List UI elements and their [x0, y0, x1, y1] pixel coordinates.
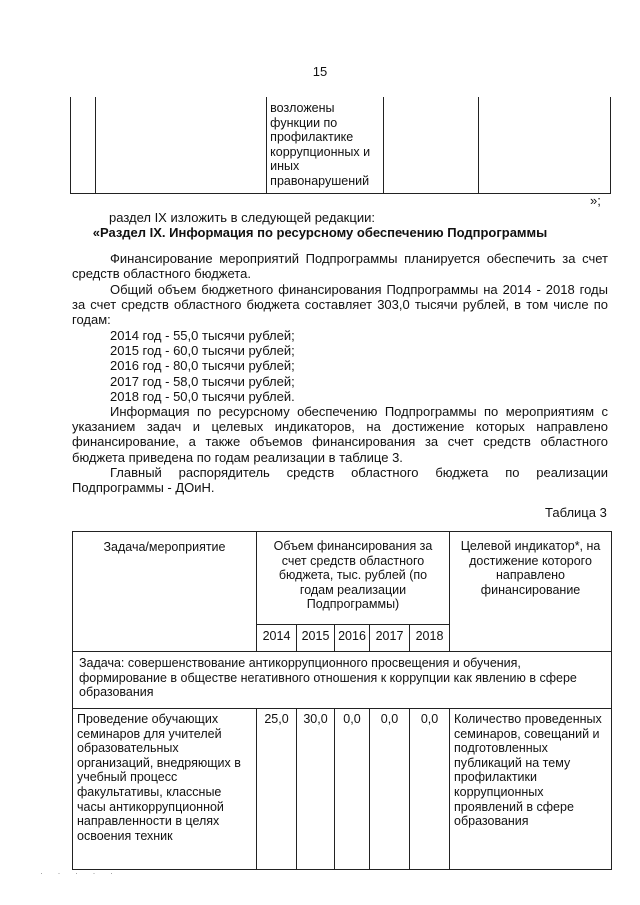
header-task: Задача/мероприятие	[73, 532, 257, 652]
year-amount: 2018 год - 50,0 тысячи рублей.	[110, 388, 295, 404]
text-line: Общий объем бюджетного финансирования Подпрограммы на 2014 - 2018 годы	[110, 282, 608, 297]
text-line: Финансирование мероприятий Подпрограммы планируется обеспечить за счет	[110, 251, 608, 266]
year-header: 2018	[410, 625, 450, 652]
year-header: 2015	[297, 625, 335, 652]
activity-value: 0,0	[370, 709, 410, 870]
closing-mark: »;	[590, 193, 601, 208]
year-header: 2016	[335, 625, 370, 652]
year-header: 2017	[370, 625, 410, 652]
header-volume: Объем финансирования за счет средств областного бюджета, тыс. рублей (по годам реализации Подпрограммы)	[257, 532, 450, 625]
text-line: указанием задач и целевых индикаторов, на достижение которых направлено	[72, 419, 608, 435]
continued-table	[70, 97, 611, 194]
text-line: Подпрограммы - ДОиН.	[72, 480, 215, 496]
scan-noise: · · · · ·	[40, 868, 119, 878]
task-row: Задача: совершенствование антикоррупционного просвещения и обучения, формирование в обществе негативного отношения к коррупции как явлению в сфере образования	[73, 652, 612, 709]
top-table-cell	[71, 97, 96, 194]
top-table-cell	[479, 97, 611, 194]
text-line: средств областного бюджета.	[72, 266, 251, 282]
table-3	[72, 531, 612, 870]
activity-value: 30,0	[297, 709, 335, 870]
paragraph-2	[72, 282, 608, 328]
paragraph-3	[72, 404, 608, 465]
top-table-cell	[95, 97, 266, 194]
table-caption: Таблица 3	[545, 505, 607, 520]
top-table-cell-text: возложены функции по профилактике коррупционных и иных правонарушений	[267, 97, 384, 194]
text-line: годам:	[72, 312, 111, 328]
text-line: Главный распорядитель средств областного бюджета по реализации	[110, 465, 608, 480]
header-indicator: Целевой индикатор*, на достижение которого направлено финансирование	[450, 532, 612, 652]
text-line: финансирование, а также объемов финансирования за счет средств областного	[72, 434, 608, 450]
page-number: 15	[312, 64, 328, 79]
top-table-cell	[384, 97, 479, 194]
year-amount: 2017 год - 58,0 тысячи рублей;	[110, 373, 295, 389]
section-title: «Раздел IX. Информация по ресурсному обеспечению Подпрограммы	[92, 225, 548, 240]
year-amount: 2015 год - 60,0 тысячи рублей;	[110, 343, 295, 359]
year-amount: 2016 год - 80,0 тысячи рублей;	[110, 358, 295, 374]
text-line: Информация по ресурсному обеспечению Подпрограммы по мероприятиям с	[110, 404, 608, 419]
activity-name: Проведение обучающих семинаров для учителей образовательных организаций, внедряющих в учебный процесс факультативы, классные часы антикоррупционной направленности в целях освоения техник	[73, 709, 257, 870]
paragraph-1	[72, 251, 608, 281]
year-header: 2014	[257, 625, 297, 652]
activity-value: 0,0	[335, 709, 370, 870]
text-line: бюджета приведена по годам реализации в таблице 3.	[72, 449, 403, 465]
activity-value: 25,0	[257, 709, 297, 870]
activity-indicator: Количество проведенных семинаров, совещаний и подготовленных публикаций на тему профилактики коррупционных проявлений в сфере образования	[450, 709, 612, 870]
paragraph-4	[72, 465, 608, 495]
year-amount: 2014 год - 55,0 тысячи рублей;	[110, 328, 295, 343]
activity-value: 0,0	[410, 709, 450, 870]
intro-line: раздел IX изложить в следующей редакции:	[109, 210, 375, 225]
yearly-amounts	[110, 328, 410, 404]
text-line: за счет средств областного бюджета составляет 303,0 тысячи рублей, в том числе по	[72, 297, 608, 313]
